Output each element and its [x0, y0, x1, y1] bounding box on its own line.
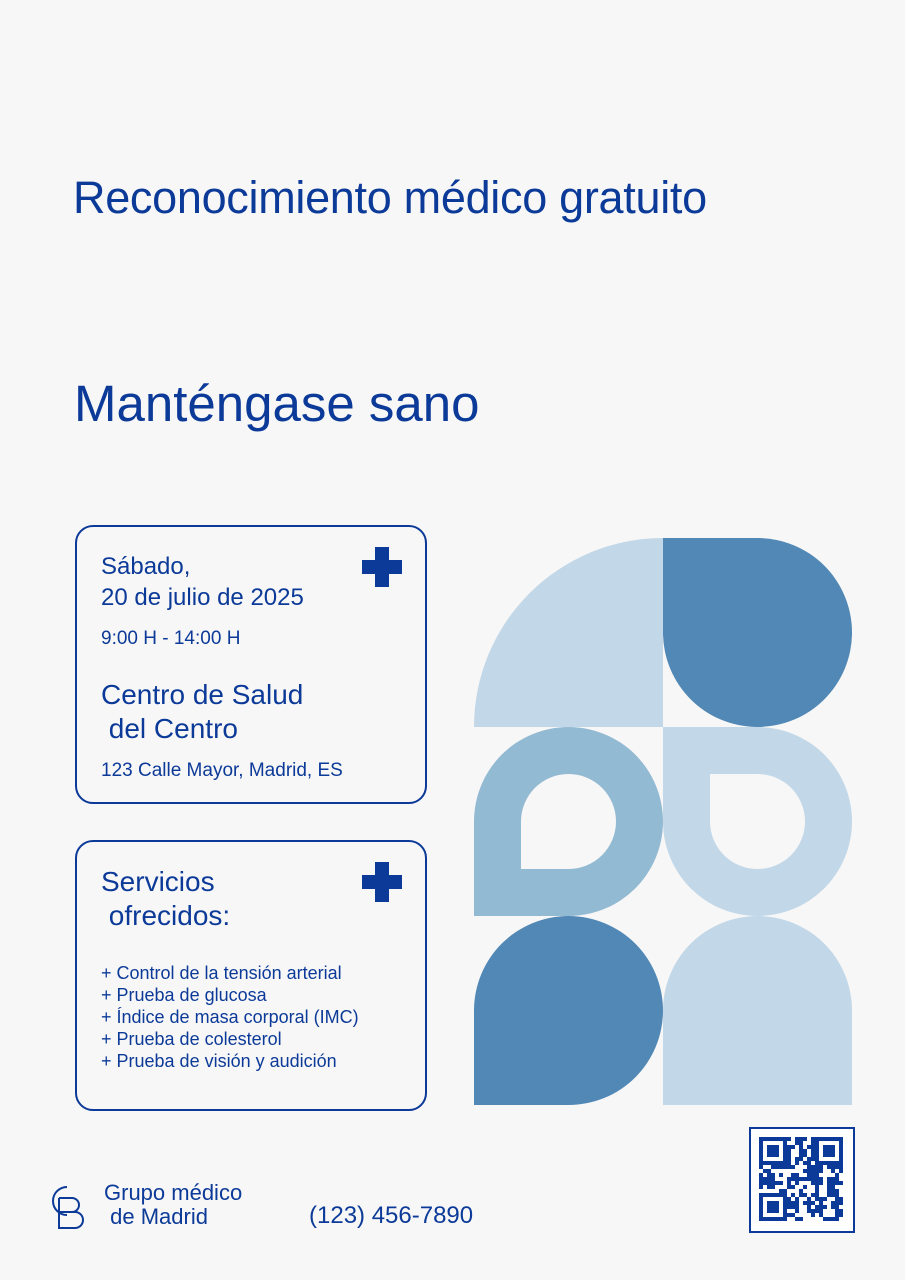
subtitle: Manténgase sano	[74, 375, 480, 432]
service-item: + Control de la tensión arterial	[101, 963, 342, 983]
service-item: + Prueba de visión y audición	[101, 1051, 337, 1071]
phone-number: (123) 456-7890	[309, 1202, 474, 1229]
teardrop-shape	[663, 538, 852, 727]
event-date: 20 de julio de 2025	[101, 584, 304, 611]
ring-teardrop-shape	[663, 727, 852, 916]
service-item: + Prueba de glucosa	[101, 985, 267, 1005]
services-heading-line1: Servicios	[101, 866, 215, 897]
event-hours: 9:00 H - 14:00 H	[101, 628, 241, 649]
venue-name-line1: Centro de Salud	[101, 679, 304, 710]
event-address: 123 Calle Mayor, Madrid, ES	[101, 760, 343, 781]
page-title: Reconocimiento médico gratuito	[73, 172, 707, 223]
quarter-circle-shape	[474, 538, 663, 727]
service-item: + Prueba de colesterol	[101, 1029, 282, 1049]
ring-teardrop-shape	[474, 727, 663, 916]
qr-code[interactable]	[749, 1127, 855, 1233]
event-day: Sábado,	[101, 553, 191, 580]
venue-name-line2: del Centro	[101, 713, 238, 744]
service-item: + Índice de masa corporal (IMC)	[101, 1007, 359, 1027]
services-heading-line2: ofrecidos:	[101, 900, 231, 931]
teardrop-shape	[474, 916, 663, 1105]
logo-icon	[47, 1184, 87, 1230]
organization-name: Grupo médico de Madrid	[104, 1180, 243, 1229]
arch-shape	[663, 916, 852, 1105]
